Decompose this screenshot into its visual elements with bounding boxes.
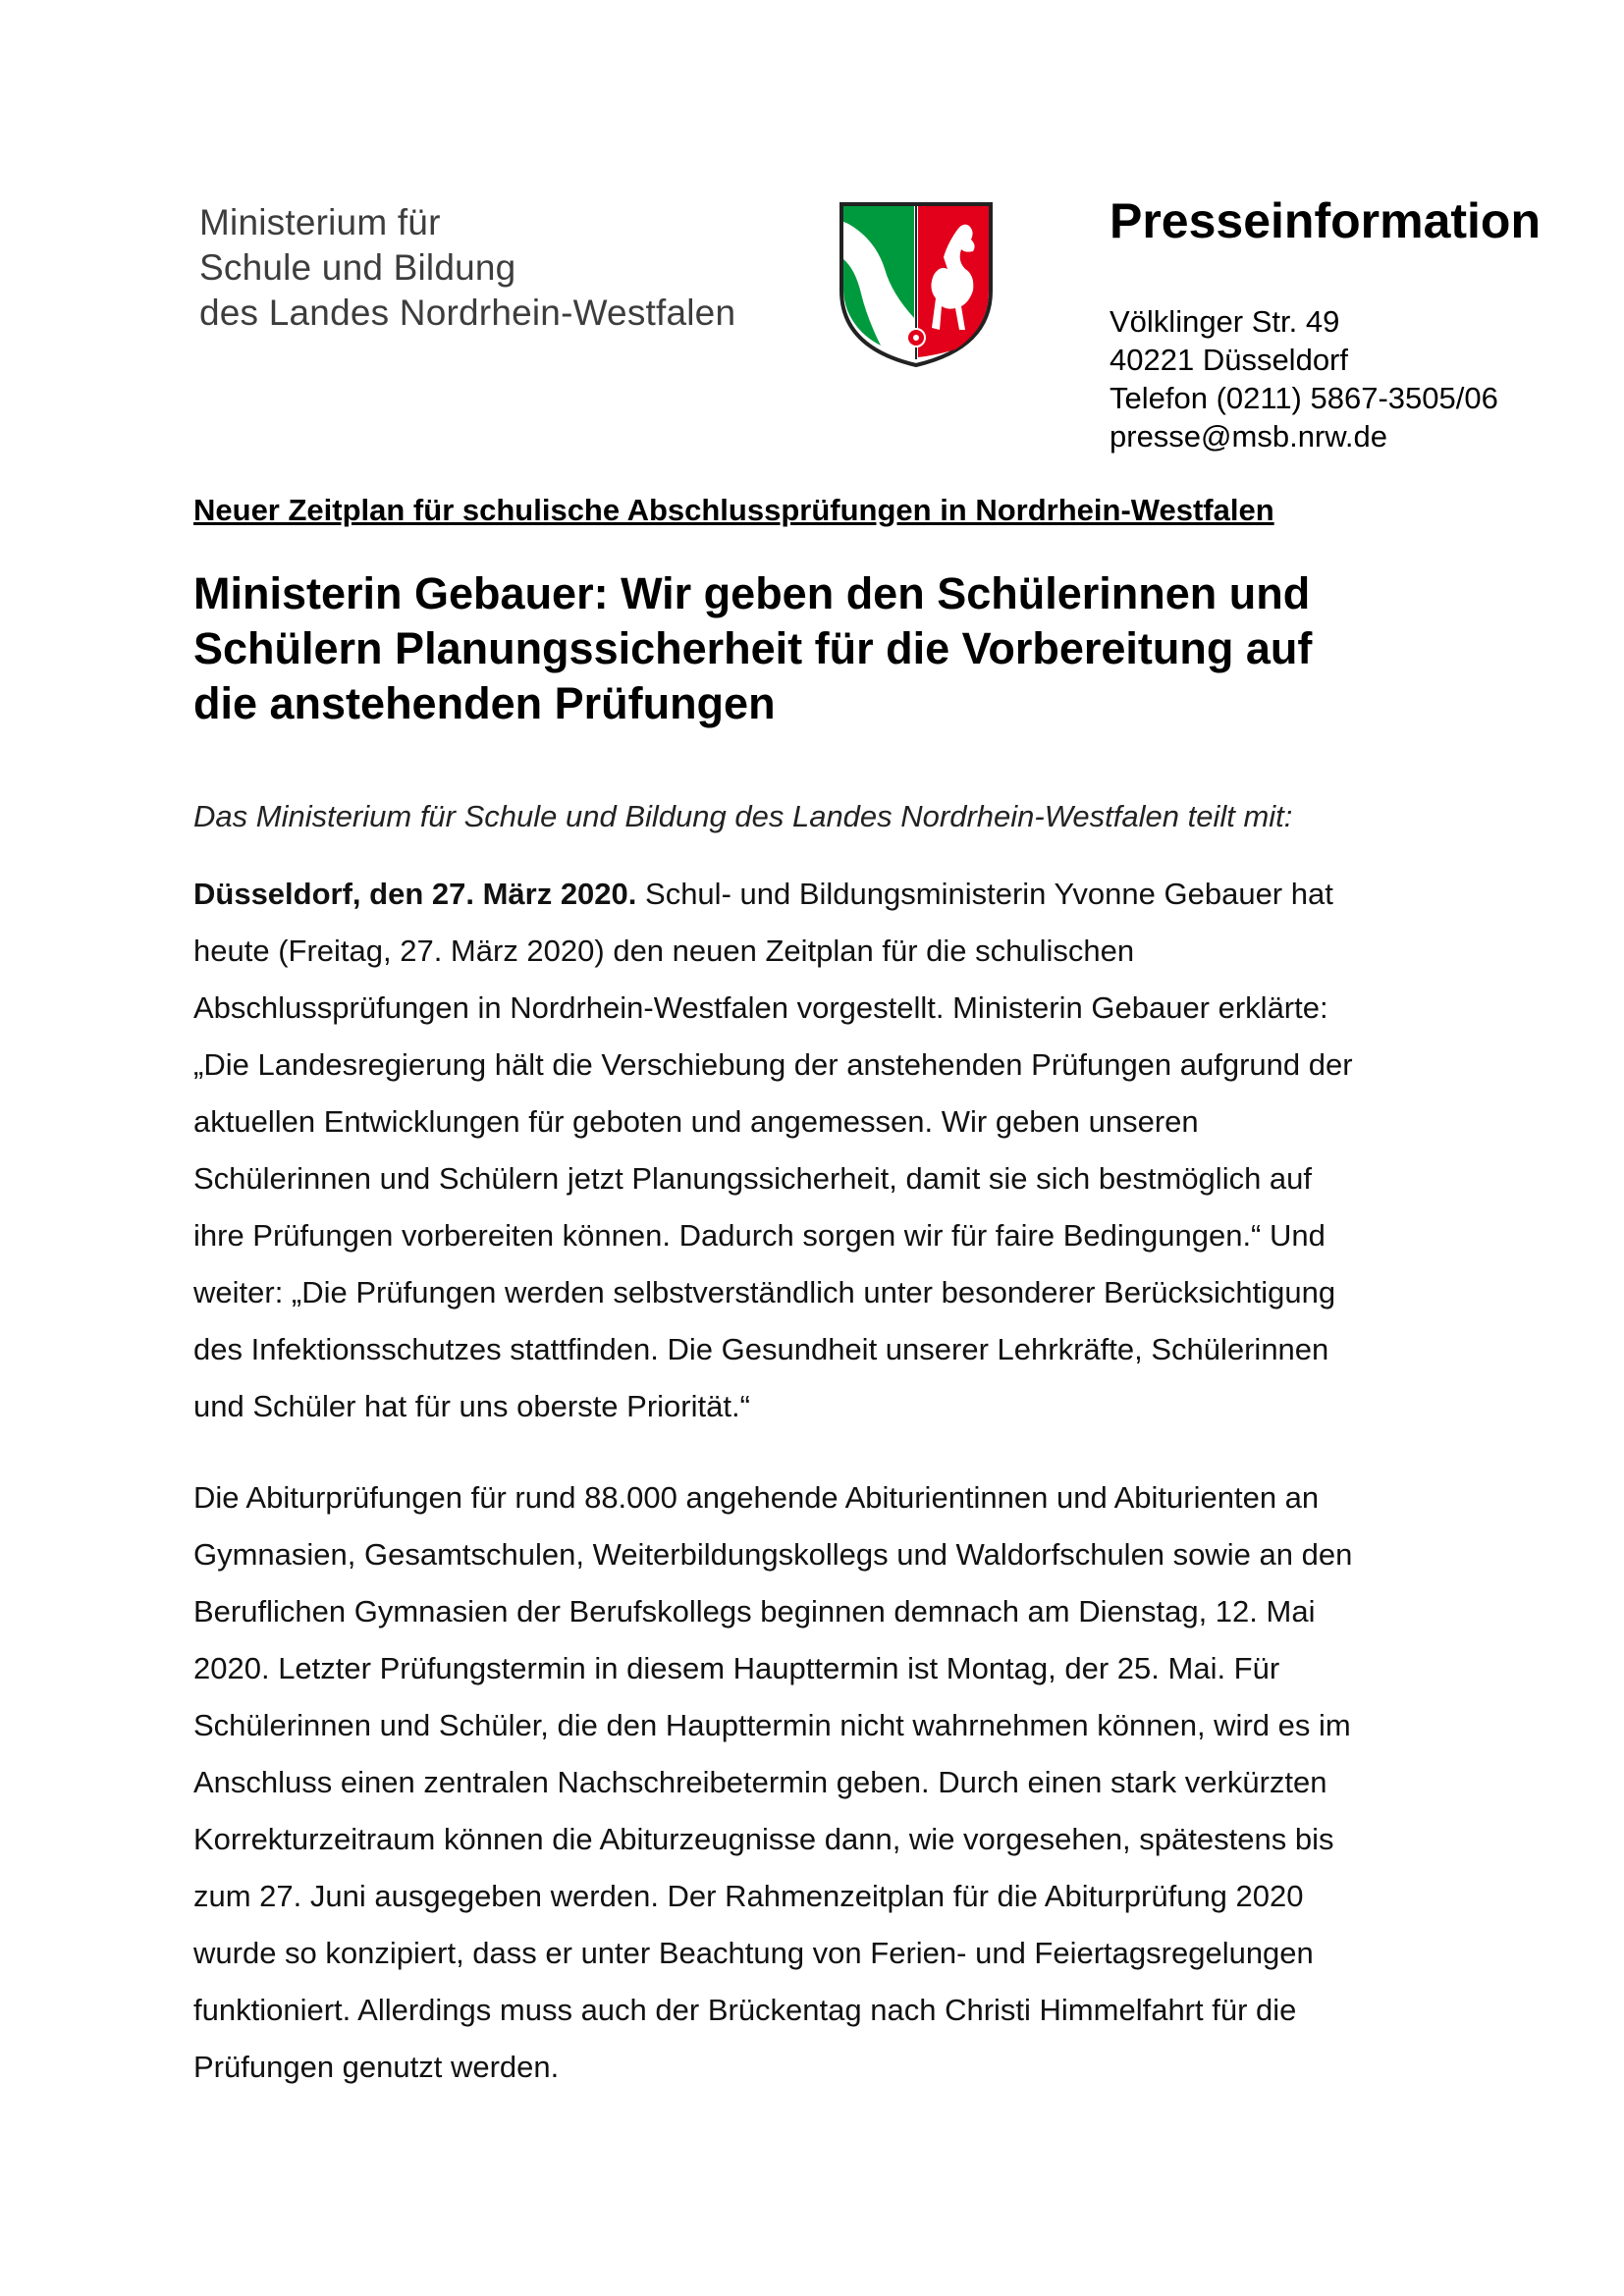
paragraph-line-text: Schul- und Bildungsministerin Yvonne Gebauer hat [636,877,1333,911]
paragraph-line [193,866,1489,923]
address-email: presse@msb.nrw.de [1110,419,1388,454]
paragraph-line: Gymnasien, Gesamtschulen, Weiterbildungskollegs und Waldorfschulen sowie an den [193,1537,1353,1572]
paragraph-line: heute (Freitag, 27. März 2020) den neuen Zeitplan für die schulischen [193,934,1135,968]
paragraph-2 [193,1469,1489,2096]
paragraph-line: wurde so konzipiert, dass er unter Beachtung von Ferien- und Feiertagsregelungen [193,1936,1314,1970]
headline-line: Schülern Planungssicherheit für die Vorbereitung auf [193,623,1313,673]
paragraph-line: „Die Landesregierung hält die Verschiebung der anstehenden Prüfungen aufgrund der [193,1047,1353,1082]
ministry-line: Schule und Bildung [199,247,516,288]
address-phone: Telefon (0211) 5867-3505/06 [1110,381,1498,415]
headline-line: die anstehenden Prüfungen [193,678,776,728]
paragraph-line: Abschlussprüfungen in Nordrhein-Westfalen vorgestellt. Ministerin Gebauer erklärte: [193,990,1328,1025]
dateline: Düsseldorf, den 27. März 2020. [193,877,637,911]
paragraph-line: zum 27. Juni ausgegeben werden. Der Rahmenzeitplan für die Abiturprüfung 2020 [193,1879,1304,1913]
paragraph-line: ihre Prüfungen vorbereiten können. Dadurch sorgen wir für faire Bedingungen.“ Und [193,1218,1326,1253]
paragraph-line: des Infektionsschutzes stattfinden. Die Gesundheit unserer Lehrkräfte, Schülerinnen [193,1332,1329,1366]
article-intro: Das Ministerium für Schule und Bildung des Landes Nordrhein-Westfalen teilt mit: [193,799,1293,833]
address-city: 40221 Düsseldorf [1110,343,1348,377]
paragraph-line: und Schüler hat für uns oberste Priorität.“ [193,1389,750,1423]
ministry-name [199,200,808,336]
paragraph-line: Prüfungen genutzt werden. [193,2050,560,2084]
article-kicker: Neuer Zeitplan für schulische Abschlussprüfungen in Nordrhein-Westfalen [193,493,1274,527]
paragraph-line: weiter: „Die Prüfungen werden selbstverständlich unter besonderer Berücksichtigung [193,1275,1336,1309]
ministry-line: Ministerium für [199,202,441,242]
headline-line: Ministerin Gebauer: Wir geben den Schülerinnen und [193,568,1311,618]
paragraph-line: Schülerinnen und Schüler, die den Haupttermin nicht wahrnehmen können, wird es im [193,1708,1351,1742]
paragraph-line: Die Abiturprüfungen für rund 88.000 angehende Abiturientinnen und Abiturienten an [193,1480,1320,1515]
address-street: Völklinger Str. 49 [1110,304,1340,339]
nrw-coat-of-arms-icon [838,200,995,369]
paragraph-line: 2020. Letzter Prüfungstermin in diesem Haupttermin ist Montag, der 25. Mai. Für [193,1651,1280,1685]
contact-address [1110,302,1498,455]
paragraph-line: Beruflichen Gymnasien der Berufskollegs beginnen demnach am Dienstag, 12. Mai [193,1594,1316,1629]
paragraph-line: Anschluss einen zentralen Nachschreibetermin geben. Durch einen stark verkürzten [193,1765,1327,1799]
article-headline [193,566,1489,731]
ministry-line: des Landes Nordrhein-Westfalen [199,293,736,333]
press-information-title: Presseinformation [1110,193,1542,248]
paragraph-line: Korrekturzeitraum können die Abiturzeugnisse dann, wie vorgesehen, spätestens bis [193,1822,1334,1856]
paragraph-line: aktuellen Entwicklungen für geboten und angemessen. Wir geben unseren [193,1104,1199,1139]
paragraph-line: funktioniert. Allerdings muss auch der Brückentag nach Christi Himmelfahrt für die [193,1993,1297,2027]
paragraph-1 [193,866,1489,1435]
paragraph-line: Schülerinnen und Schülern jetzt Planungssicherheit, damit sie sich bestmöglich auf [193,1161,1313,1196]
